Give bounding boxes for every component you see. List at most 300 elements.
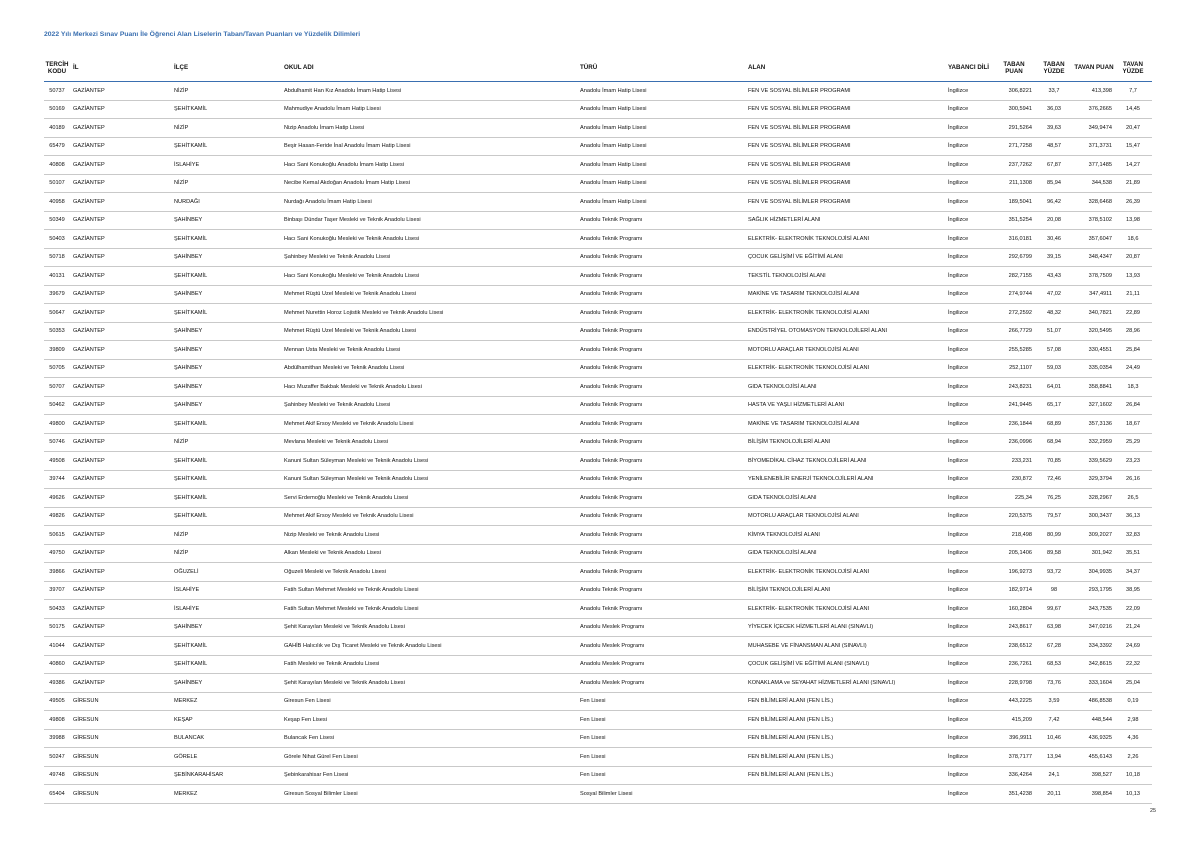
- col-header-ilce: İLÇE: [174, 55, 284, 82]
- table-row: [44, 729, 1152, 748]
- cell-il: GAZİANTEP: [70, 193, 174, 212]
- cell-tavan-yuzde: 2,26: [1114, 748, 1152, 767]
- col-header-okul-adi: OKUL ADI: [284, 55, 580, 82]
- cell-tavan-yuzde: 2,98: [1114, 711, 1152, 730]
- cell-tavan-puan: 340,7821: [1074, 304, 1114, 323]
- cell-ilce: ŞEHİTKAMİL: [174, 470, 284, 489]
- cell-taban-yuzde: 7,42: [1034, 711, 1074, 730]
- cell-tavan-yuzde: 21,89: [1114, 174, 1152, 193]
- cell-ilce: ŞEHİTKAMİL: [174, 230, 284, 249]
- cell-il: GAZİANTEP: [70, 563, 174, 582]
- cell-yabanci-dili: İngilizce: [948, 526, 994, 545]
- cell-okul-adi: Nurdağı Anadolu İmam Hatip Lisesi: [284, 193, 580, 212]
- cell-turu: Anadolu Teknik Programı: [580, 230, 748, 249]
- cell-taban-puan: 189,5041: [994, 193, 1034, 212]
- cell-ilce: NİZİP: [174, 526, 284, 545]
- cell-tavan-puan: 371,3731: [1074, 137, 1114, 156]
- cell-taban-puan: 228,9798: [994, 674, 1034, 693]
- cell-tavan-puan: 330,4551: [1074, 341, 1114, 360]
- cell-turu: Anadolu Teknik Programı: [580, 322, 748, 341]
- cell-yabanci-dili: İngilizce: [948, 637, 994, 656]
- cell-tercih-kodu: 40189: [44, 119, 70, 138]
- cell-yabanci-dili: İngilizce: [948, 692, 994, 711]
- cell-taban-puan: 351,5254: [994, 211, 1034, 230]
- cell-ilce: ŞEHİTKAMİL: [174, 637, 284, 656]
- cell-okul-adi: Servi Erdemoğlu Mesleki ve Teknik Anadolu Lisesi: [284, 489, 580, 508]
- cell-taban-puan: 272,2592: [994, 304, 1034, 323]
- cell-taban-puan: 233,231: [994, 452, 1034, 471]
- cell-il: GAZİANTEP: [70, 100, 174, 119]
- cell-alan: TEKSTİL TEKNOLOJİSİ ALANI: [748, 267, 948, 286]
- table-row: [44, 396, 1152, 415]
- cell-alan: GIDA TEKNOLOJİSİ ALANI: [748, 378, 948, 397]
- cell-taban-yuzde: 33,7: [1034, 82, 1074, 101]
- cell-ilce: ŞAHİNBEY: [174, 359, 284, 378]
- cell-alan: GIDA TEKNOLOJİSİ ALANI: [748, 489, 948, 508]
- cell-turu: Anadolu Meslek Programı: [580, 674, 748, 693]
- cell-ilce: ŞAHİNBEY: [174, 378, 284, 397]
- col-header-alan: ALAN: [748, 55, 948, 82]
- cell-tavan-yuzde: 25,04: [1114, 674, 1152, 693]
- cell-il: GAZİANTEP: [70, 341, 174, 360]
- table-row: [44, 156, 1152, 175]
- cell-tercih-kodu: 50718: [44, 248, 70, 267]
- cell-turu: Fen Lisesi: [580, 692, 748, 711]
- cell-taban-puan: 396,9911: [994, 729, 1034, 748]
- cell-taban-yuzde: 68,94: [1034, 433, 1074, 452]
- cell-ilce: ŞAHİNBEY: [174, 396, 284, 415]
- cell-taban-puan: 291,5264: [994, 119, 1034, 138]
- cell-taban-yuzde: 64,01: [1034, 378, 1074, 397]
- cell-tercih-kodu: 39744: [44, 470, 70, 489]
- cell-turu: Anadolu Meslek Programı: [580, 637, 748, 656]
- cell-taban-puan: 182,9714: [994, 581, 1034, 600]
- cell-okul-adi: GAHİB Halıcılık ve Dış Ticaret Mesleki ve Teknik Anadolu Lisesi: [284, 637, 580, 656]
- cell-yabanci-dili: İngilizce: [948, 600, 994, 619]
- cell-tavan-puan: 333,1604: [1074, 674, 1114, 693]
- cell-tavan-yuzde: 35,51: [1114, 544, 1152, 563]
- table-row: [44, 507, 1152, 526]
- cell-yabanci-dili: İngilizce: [948, 433, 994, 452]
- cell-okul-adi: Hacı Sani Konukoğlu Anadolu İmam Hatip Lisesi: [284, 156, 580, 175]
- cell-il: GAZİANTEP: [70, 174, 174, 193]
- cell-alan: YİYECEK İÇECEK HİZMETLERİ ALANI (SINAVLI): [748, 618, 948, 637]
- cell-taban-yuzde: 57,08: [1034, 341, 1074, 360]
- cell-taban-puan: 378,7177: [994, 748, 1034, 767]
- table-row: [44, 526, 1152, 545]
- cell-ilce: ŞAHİNBEY: [174, 674, 284, 693]
- cell-okul-adi: Mehmet Rüştü Uzel Mesleki ve Teknik Anadolu Lisesi: [284, 285, 580, 304]
- cell-yabanci-dili: İngilizce: [948, 507, 994, 526]
- cell-tavan-yuzde: 25,84: [1114, 341, 1152, 360]
- cell-okul-adi: Şahinbey Mesleki ve Teknik Anadolu Lisesi: [284, 248, 580, 267]
- cell-tavan-yuzde: 4,36: [1114, 729, 1152, 748]
- cell-taban-yuzde: 67,28: [1034, 637, 1074, 656]
- cell-tavan-puan: 347,0216: [1074, 618, 1114, 637]
- cell-tavan-puan: 436,9325: [1074, 729, 1114, 748]
- col-header-taban-yuzde: TABAN YÜZDE: [1034, 55, 1074, 82]
- cell-okul-adi: Nizip Mesleki ve Teknik Anadolu Lisesi: [284, 526, 580, 545]
- cell-ilce: ŞAHİNBEY: [174, 618, 284, 637]
- cell-taban-puan: 316,0181: [994, 230, 1034, 249]
- cell-okul-adi: Mahmudiye Anadolu İmam Hatip Lisesi: [284, 100, 580, 119]
- cell-tavan-puan: 378,5102: [1074, 211, 1114, 230]
- table-row: [44, 581, 1152, 600]
- cell-turu: Anadolu Teknik Programı: [580, 563, 748, 582]
- cell-tavan-yuzde: 13,93: [1114, 267, 1152, 286]
- cell-il: GAZİANTEP: [70, 230, 174, 249]
- cell-il: GAZİANTEP: [70, 156, 174, 175]
- cell-tavan-yuzde: 0,19: [1114, 692, 1152, 711]
- cell-alan: FEN VE SOSYAL BİLİMLER PROGRAMI: [748, 156, 948, 175]
- table-row: [44, 637, 1152, 656]
- table-row: [44, 304, 1152, 323]
- cell-alan: MAKİNE VE TASARIM TEKNOLOJİSİ ALANI: [748, 415, 948, 434]
- cell-tercih-kodu: 39809: [44, 341, 70, 360]
- cell-taban-puan: 236,1844: [994, 415, 1034, 434]
- cell-taban-yuzde: 36,03: [1034, 100, 1074, 119]
- cell-tavan-yuzde: 36,13: [1114, 507, 1152, 526]
- cell-tercih-kodu: 39866: [44, 563, 70, 582]
- cell-taban-yuzde: 24,1: [1034, 766, 1074, 785]
- cell-yabanci-dili: İngilizce: [948, 674, 994, 693]
- cell-turu: Anadolu Teknik Programı: [580, 248, 748, 267]
- cell-ilce: ŞEHİTKAMİL: [174, 507, 284, 526]
- cell-taban-puan: 241,9445: [994, 396, 1034, 415]
- cell-il: GAZİANTEP: [70, 304, 174, 323]
- cell-ilce: ŞAHİNBEY: [174, 285, 284, 304]
- cell-ilce: ŞEHİTKAMİL: [174, 655, 284, 674]
- cell-il: GAZİANTEP: [70, 267, 174, 286]
- cell-il: GAZİANTEP: [70, 655, 174, 674]
- cell-tercih-kodu: 49508: [44, 452, 70, 471]
- cell-tavan-puan: 328,6468: [1074, 193, 1114, 212]
- table-row: [44, 655, 1152, 674]
- cell-yabanci-dili: İngilizce: [948, 785, 994, 804]
- cell-tavan-puan: 329,3794: [1074, 470, 1114, 489]
- cell-turu: Fen Lisesi: [580, 729, 748, 748]
- cell-okul-adi: Kanuni Sultan Süleyman Mesleki ve Teknik Anadolu Lisesi: [284, 452, 580, 471]
- cell-tercih-kodu: 65479: [44, 137, 70, 156]
- cell-taban-puan: 274,9744: [994, 285, 1034, 304]
- cell-tavan-yuzde: 18,6: [1114, 230, 1152, 249]
- cell-taban-puan: 218,498: [994, 526, 1034, 545]
- cell-ilce: ŞAHİNBEY: [174, 248, 284, 267]
- table-row: [44, 193, 1152, 212]
- cell-ilce: NİZİP: [174, 82, 284, 101]
- cell-okul-adi: Kanuni Sultan Süleyman Mesleki ve Teknik Anadolu Lisesi: [284, 470, 580, 489]
- cell-ilce: ŞEHİTKAMİL: [174, 489, 284, 508]
- cell-taban-yuzde: 67,87: [1034, 156, 1074, 175]
- cell-ilce: ŞEHİTKAMİL: [174, 452, 284, 471]
- cell-taban-yuzde: 98: [1034, 581, 1074, 600]
- cell-tercih-kodu: 49826: [44, 507, 70, 526]
- cell-ilce: NİZİP: [174, 433, 284, 452]
- cell-tercih-kodu: 49808: [44, 711, 70, 730]
- cell-okul-adi: Abdulhamit Han Kız Anadolu İmam Hatip Lisesi: [284, 82, 580, 101]
- cell-ilce: İSLAHİYE: [174, 600, 284, 619]
- cell-turu: Anadolu İmam Hatip Lisesi: [580, 82, 748, 101]
- cell-yabanci-dili: İngilizce: [948, 267, 994, 286]
- cell-tercih-kodu: 50433: [44, 600, 70, 619]
- cell-turu: Anadolu Teknik Programı: [580, 285, 748, 304]
- cell-tavan-puan: 328,2967: [1074, 489, 1114, 508]
- cell-ilce: KEŞAP: [174, 711, 284, 730]
- cell-turu: Anadolu Teknik Programı: [580, 507, 748, 526]
- cell-ilce: BULANCAK: [174, 729, 284, 748]
- cell-taban-yuzde: 68,89: [1034, 415, 1074, 434]
- cell-turu: Anadolu İmam Hatip Lisesi: [580, 156, 748, 175]
- cell-ilce: ŞEHİTKAMİL: [174, 415, 284, 434]
- table-row: [44, 600, 1152, 619]
- cell-turu: Anadolu Teknik Programı: [580, 378, 748, 397]
- table-row: [44, 119, 1152, 138]
- cell-tavan-yuzde: 14,27: [1114, 156, 1152, 175]
- cell-il: GAZİANTEP: [70, 674, 174, 693]
- cell-tavan-yuzde: 26,84: [1114, 396, 1152, 415]
- table-row: [44, 378, 1152, 397]
- cell-taban-yuzde: 89,58: [1034, 544, 1074, 563]
- cell-tavan-yuzde: 26,5: [1114, 489, 1152, 508]
- cell-tavan-yuzde: 22,09: [1114, 600, 1152, 619]
- cell-tercih-kodu: 50462: [44, 396, 70, 415]
- cell-tercih-kodu: 50175: [44, 618, 70, 637]
- cell-tavan-yuzde: 20,47: [1114, 119, 1152, 138]
- cell-turu: Anadolu Teknik Programı: [580, 600, 748, 619]
- table-row: [44, 470, 1152, 489]
- cell-taban-puan: 292,6799: [994, 248, 1034, 267]
- table-row: [44, 267, 1152, 286]
- cell-tavan-yuzde: 18,3: [1114, 378, 1152, 397]
- cell-taban-puan: 351,4238: [994, 785, 1034, 804]
- cell-okul-adi: Mevlana Mesleki ve Teknik Anadolu Lisesi: [284, 433, 580, 452]
- cell-taban-puan: 271,7258: [994, 137, 1034, 156]
- cell-taban-puan: 196,9273: [994, 563, 1034, 582]
- cell-il: GAZİANTEP: [70, 452, 174, 471]
- cell-il: GAZİANTEP: [70, 618, 174, 637]
- cell-tavan-puan: 413,398: [1074, 82, 1114, 101]
- cell-il: GAZİANTEP: [70, 581, 174, 600]
- cell-turu: Anadolu İmam Hatip Lisesi: [580, 137, 748, 156]
- cell-taban-puan: 205,1406: [994, 544, 1034, 563]
- cell-ilce: ŞEHİTKAMİL: [174, 304, 284, 323]
- cell-alan: ÇOCUK GELİŞİMİ VE EĞİTİMİ ALANI: [748, 248, 948, 267]
- cell-tavan-puan: 304,9935: [1074, 563, 1114, 582]
- cell-tercih-kodu: 50746: [44, 433, 70, 452]
- cell-turu: Anadolu Teknik Programı: [580, 359, 748, 378]
- cell-tercih-kodu: 50353: [44, 322, 70, 341]
- cell-tercih-kodu: 50107: [44, 174, 70, 193]
- cell-alan: SAĞLIK HİZMETLERİ ALANI: [748, 211, 948, 230]
- cell-ilce: ŞEHİTKAMİL: [174, 100, 284, 119]
- cell-taban-yuzde: 99,67: [1034, 600, 1074, 619]
- cell-turu: Anadolu Meslek Programı: [580, 655, 748, 674]
- cell-taban-yuzde: 76,25: [1034, 489, 1074, 508]
- cell-yabanci-dili: İngilizce: [948, 544, 994, 563]
- cell-tavan-puan: 344,538: [1074, 174, 1114, 193]
- table-row: [44, 137, 1152, 156]
- cell-taban-puan: 336,4264: [994, 766, 1034, 785]
- cell-tercih-kodu: 50247: [44, 748, 70, 767]
- cell-tavan-yuzde: 26,16: [1114, 470, 1152, 489]
- cell-tavan-puan: 377,1485: [1074, 156, 1114, 175]
- cell-alan: BİYOMEDİKAL CİHAZ TEKNOLOJİLERİ ALANI: [748, 452, 948, 471]
- cell-alan: ÇOCUK GELİŞİMİ VE EĞİTİMİ ALANI (SINAVLI): [748, 655, 948, 674]
- cell-ilce: İSLAHİYE: [174, 156, 284, 175]
- cell-okul-adi: Giresun Fen Lisesi: [284, 692, 580, 711]
- cell-okul-adi: Şehit Karayılan Mesleki ve Teknik Anadolu Lisesi: [284, 618, 580, 637]
- cell-yabanci-dili: İngilizce: [948, 304, 994, 323]
- cell-alan: FEN BİLİMLERİ ALANI (FEN LİS.): [748, 766, 948, 785]
- cell-okul-adi: Abdülhamithan Mesleki ve Teknik Anadolu Lisesi: [284, 359, 580, 378]
- cell-taban-puan: 415,209: [994, 711, 1034, 730]
- cell-taban-puan: 300,5941: [994, 100, 1034, 119]
- cell-tavan-puan: 342,8615: [1074, 655, 1114, 674]
- table-row: [44, 785, 1152, 804]
- cell-yabanci-dili: İngilizce: [948, 378, 994, 397]
- cell-tercih-kodu: 50707: [44, 378, 70, 397]
- cell-tercih-kodu: 41044: [44, 637, 70, 656]
- cell-yabanci-dili: İngilizce: [948, 581, 994, 600]
- cell-yabanci-dili: İngilizce: [948, 729, 994, 748]
- cell-okul-adi: Bulancak Fen Lisesi: [284, 729, 580, 748]
- cell-il: GAZİANTEP: [70, 544, 174, 563]
- cell-taban-puan: 282,7155: [994, 267, 1034, 286]
- cell-ilce: ŞEBİNKARAHİSAR: [174, 766, 284, 785]
- cell-yabanci-dili: İngilizce: [948, 193, 994, 212]
- cell-tercih-kodu: 49748: [44, 766, 70, 785]
- cell-tavan-yuzde: 38,95: [1114, 581, 1152, 600]
- cell-okul-adi: Şebinkarahisar Fen Lisesi: [284, 766, 580, 785]
- cell-il: GAZİANTEP: [70, 637, 174, 656]
- cell-tavan-puan: 486,8538: [1074, 692, 1114, 711]
- cell-tercih-kodu: 49800: [44, 415, 70, 434]
- cell-alan: YENİLENEBİLİR ENERJİ TEKNOLOJİLERİ ALANI: [748, 470, 948, 489]
- cell-turu: Anadolu İmam Hatip Lisesi: [580, 119, 748, 138]
- cell-alan: FEN VE SOSYAL BİLİMLER PROGRAMI: [748, 193, 948, 212]
- cell-okul-adi: Mehmet Akif Ersoy Mesleki ve Teknik Anadolu Lisesi: [284, 415, 580, 434]
- cell-yabanci-dili: İngilizce: [948, 489, 994, 508]
- cell-taban-yuzde: 43,43: [1034, 267, 1074, 286]
- cell-tercih-kodu: 49505: [44, 692, 70, 711]
- cell-okul-adi: Görele Nihat Gürel Fen Lisesi: [284, 748, 580, 767]
- table-row: [44, 359, 1152, 378]
- cell-turu: Sosyal Bilimler Lisesi: [580, 785, 748, 804]
- cell-tavan-puan: 349,9474: [1074, 119, 1114, 138]
- cell-tercih-kodu: 49750: [44, 544, 70, 563]
- table-row: [44, 748, 1152, 767]
- table-row: [44, 766, 1152, 785]
- cell-turu: Anadolu Teknik Programı: [580, 581, 748, 600]
- cell-yabanci-dili: İngilizce: [948, 285, 994, 304]
- cell-ilce: NİZİP: [174, 174, 284, 193]
- cell-yabanci-dili: İngilizce: [948, 452, 994, 471]
- cell-turu: Anadolu Teknik Programı: [580, 489, 748, 508]
- cell-tavan-puan: 327,1602: [1074, 396, 1114, 415]
- cell-tavan-puan: 300,3437: [1074, 507, 1114, 526]
- cell-ilce: ŞEHİTKAMİL: [174, 137, 284, 156]
- cell-yabanci-dili: İngilizce: [948, 766, 994, 785]
- cell-turu: Fen Lisesi: [580, 748, 748, 767]
- cell-il: GAZİANTEP: [70, 378, 174, 397]
- table-row: [44, 248, 1152, 267]
- cell-taban-puan: 443,2225: [994, 692, 1034, 711]
- cell-okul-adi: Mehmet Nurettin Horoz Lojistik Mesleki ve Teknik Anadolu Lisesi: [284, 304, 580, 323]
- cell-alan: FEN BİLİMLERİ ALANI (FEN LİS.): [748, 748, 948, 767]
- cell-il: GAZİANTEP: [70, 322, 174, 341]
- cell-tercih-kodu: 50647: [44, 304, 70, 323]
- cell-taban-yuzde: 80,99: [1034, 526, 1074, 545]
- cell-tavan-puan: 320,5495: [1074, 322, 1114, 341]
- cell-il: GAZİANTEP: [70, 526, 174, 545]
- cell-yabanci-dili: İngilizce: [948, 470, 994, 489]
- cell-alan: MUHASEBE VE FİNANSMAN ALANI (SINAVLI): [748, 637, 948, 656]
- cell-yabanci-dili: İngilizce: [948, 119, 994, 138]
- cell-turu: Anadolu Teknik Programı: [580, 544, 748, 563]
- cell-tavan-puan: 398,854: [1074, 785, 1114, 804]
- cell-turu: Anadolu Teknik Programı: [580, 526, 748, 545]
- cell-tavan-yuzde: 22,89: [1114, 304, 1152, 323]
- cell-okul-adi: Mennan Usta Mesleki ve Teknik Anadolu Lisesi: [284, 341, 580, 360]
- cell-yabanci-dili: İngilizce: [948, 563, 994, 582]
- cell-tavan-puan: 448,544: [1074, 711, 1114, 730]
- cell-tavan-puan: 357,3136: [1074, 415, 1114, 434]
- cell-taban-yuzde: 39,63: [1034, 119, 1074, 138]
- cell-taban-puan: 236,7261: [994, 655, 1034, 674]
- cell-turu: Anadolu Teknik Programı: [580, 452, 748, 471]
- cell-il: GAZİANTEP: [70, 489, 174, 508]
- cell-alan: BİLİŞİM TEKNOLOJİLERİ ALANI: [748, 581, 948, 600]
- cell-tercih-kodu: 50737: [44, 82, 70, 101]
- cell-tavan-puan: 347,4911: [1074, 285, 1114, 304]
- cell-okul-adi: Binbaşı Dündar Taşer Mesleki ve Teknik Anadolu Lisesi: [284, 211, 580, 230]
- table-row: [44, 230, 1152, 249]
- cell-yabanci-dili: İngilizce: [948, 82, 994, 101]
- table-row: [44, 674, 1152, 693]
- table-body: [44, 82, 1152, 804]
- cell-tavan-puan: 348,4347: [1074, 248, 1114, 267]
- cell-alan: KİMYA TEKNOLOJİSİ ALANI: [748, 526, 948, 545]
- cell-okul-adi: Necibe Kemal Akdoğan Anadolu İmam Hatip Lisesi: [284, 174, 580, 193]
- cell-tavan-yuzde: 10,18: [1114, 766, 1152, 785]
- table-row: [44, 618, 1152, 637]
- cell-okul-adi: Nizip Anadolu İmam Hatip Lisesi: [284, 119, 580, 138]
- cell-tavan-yuzde: 34,37: [1114, 563, 1152, 582]
- cell-il: GAZİANTEP: [70, 248, 174, 267]
- cell-taban-yuzde: 59,03: [1034, 359, 1074, 378]
- cell-tavan-yuzde: 23,23: [1114, 452, 1152, 471]
- cell-taban-yuzde: 96,42: [1034, 193, 1074, 212]
- table-row: [44, 692, 1152, 711]
- cell-taban-yuzde: 70,85: [1034, 452, 1074, 471]
- cell-il: GAZİANTEP: [70, 359, 174, 378]
- cell-ilce: ŞAHİNBEY: [174, 211, 284, 230]
- cell-yabanci-dili: İngilizce: [948, 156, 994, 175]
- table-row: [44, 452, 1152, 471]
- cell-taban-yuzde: 10,46: [1034, 729, 1074, 748]
- cell-alan: [748, 785, 948, 804]
- cell-yabanci-dili: İngilizce: [948, 248, 994, 267]
- cell-taban-puan: 160,2804: [994, 600, 1034, 619]
- cell-alan: FEN BİLİMLERİ ALANI (FEN LİS.): [748, 711, 948, 730]
- cell-taban-yuzde: 93,72: [1034, 563, 1074, 582]
- cell-taban-puan: 211,1308: [994, 174, 1034, 193]
- cell-il: GİRESUN: [70, 785, 174, 804]
- cell-turu: Anadolu Meslek Programı: [580, 618, 748, 637]
- col-header-yabanci-dili: YABANCI DİLİ: [948, 55, 994, 82]
- cell-il: GİRESUN: [70, 766, 174, 785]
- cell-il: GAZİANTEP: [70, 470, 174, 489]
